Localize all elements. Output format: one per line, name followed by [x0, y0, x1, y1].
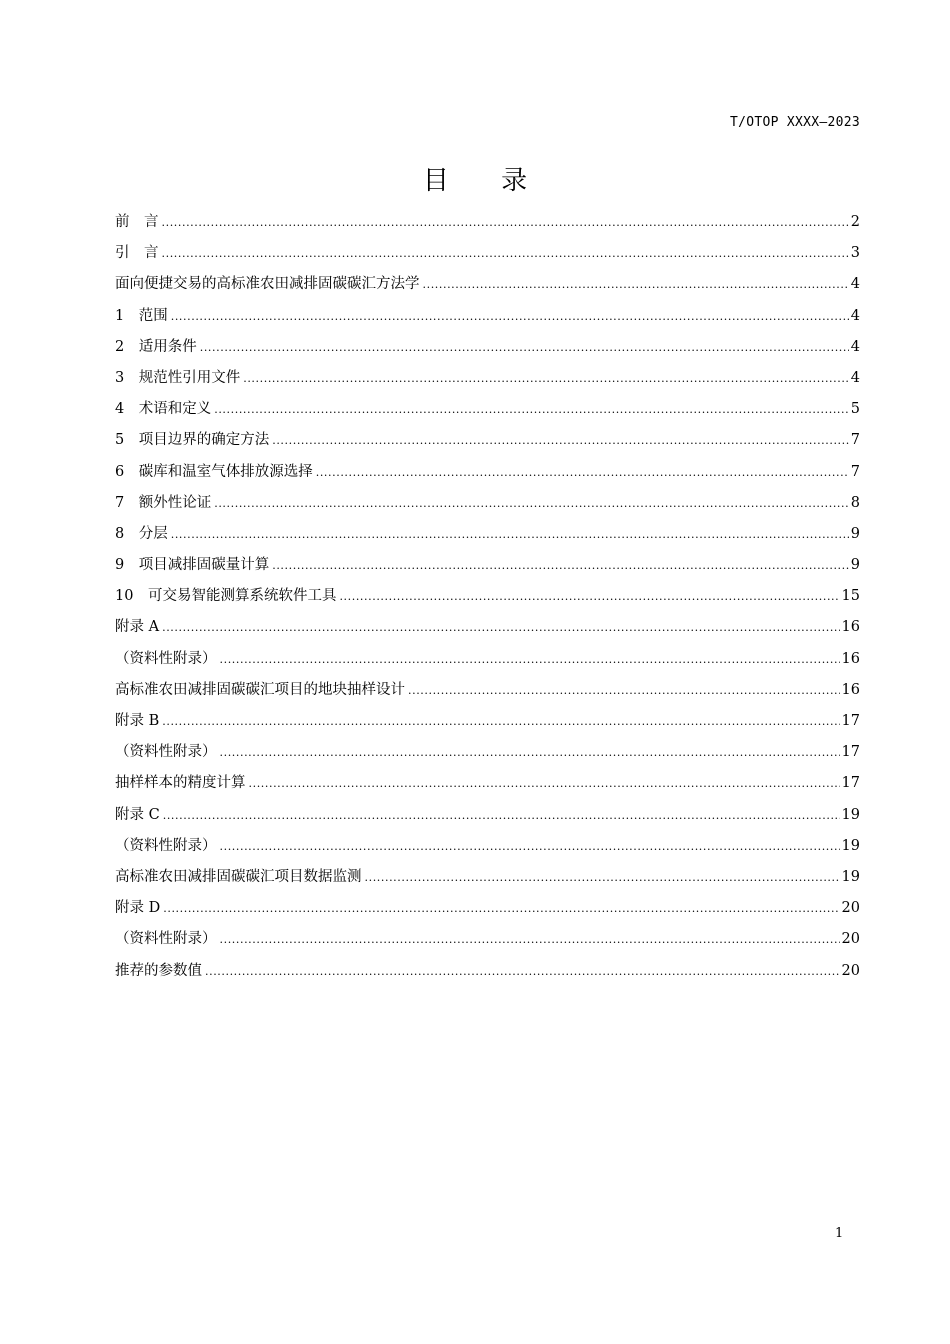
toc-entry-label: 附录 D: [115, 900, 161, 917]
toc-dot-leader: [365, 862, 840, 893]
toc-entry-page: 19: [841, 868, 860, 885]
toc-entry-label: 推荐的参数值: [115, 962, 202, 979]
toc-entry-label: 1 范围: [115, 307, 168, 324]
toc-entry-page: 17: [841, 713, 860, 729]
toc-entry[interactable]: [115, 550, 860, 581]
toc-dot-leader: [162, 612, 839, 643]
toc-dot-leader: [214, 488, 849, 519]
toc-dot-leader: [200, 332, 849, 363]
toc-entry-page: 4: [850, 338, 860, 355]
toc-dot-leader: [163, 800, 840, 831]
toc-entry-page: 16: [841, 619, 860, 636]
toc-entry[interactable]: [115, 363, 860, 394]
toc-entry-label: 抽样样本的精度计算: [115, 775, 246, 792]
toc-entry-label: 9 项目减排固碳量计算: [115, 557, 270, 574]
toc-entry-label: 附录 C: [115, 806, 160, 823]
toc-entry[interactable]: [115, 488, 860, 519]
toc-dot-leader: [171, 301, 849, 332]
toc-entry-label: 高标准农田减排固碳碳汇项目数据监测: [115, 868, 362, 885]
toc-dot-leader: [220, 644, 840, 675]
toc-entry-page: 19: [841, 806, 860, 823]
toc-entry-page: 20: [841, 931, 860, 948]
toc-entry-page: 5: [850, 401, 860, 418]
toc-entry[interactable]: [115, 924, 860, 955]
toc-entry[interactable]: [115, 956, 860, 987]
toc-entry[interactable]: [115, 207, 860, 238]
toc-entry[interactable]: [115, 612, 860, 643]
toc-entry[interactable]: [115, 831, 860, 862]
toc-entry-label: 前 言: [115, 214, 159, 230]
toc-entry[interactable]: [115, 737, 860, 768]
toc-entry-page: 17: [841, 775, 860, 792]
toc-entry-label: 附录 B: [115, 713, 160, 729]
toc-entry[interactable]: [115, 675, 860, 706]
toc-dot-leader: [162, 207, 849, 238]
toc-entry-page: 19: [841, 837, 860, 854]
toc-dot-leader: [339, 581, 839, 612]
toc-title: 目 录: [422, 166, 550, 196]
toc-entry[interactable]: [115, 457, 860, 488]
toc-entry-label: 引 言: [115, 245, 159, 262]
toc-entry-label: 3 规范性引用文件: [115, 369, 241, 386]
toc-dot-leader: [205, 956, 840, 987]
toc-entry-page: 15: [841, 588, 860, 605]
toc-entry-label: 4 术语和定义: [115, 401, 212, 418]
toc-entry-label: 附录 A: [115, 619, 160, 636]
toc-dot-leader: [214, 394, 849, 425]
toc-dot-leader: [272, 550, 849, 581]
toc-entry-page: 20: [841, 900, 860, 917]
toc-entry-label: 高标准农田减排固碳碳汇项目的地块抽样设计: [115, 681, 405, 698]
toc-entry[interactable]: [115, 332, 860, 363]
toc-dot-leader: [316, 457, 849, 488]
toc-entry[interactable]: [115, 644, 860, 675]
toc-entry-page: 4: [850, 369, 860, 386]
toc-entry-page: 16: [841, 650, 860, 667]
toc-entry[interactable]: [115, 301, 860, 332]
toc-entry-label: 8 分层: [115, 525, 168, 542]
toc-dot-leader: [162, 706, 839, 737]
page-number: 1: [835, 1226, 844, 1241]
toc-dot-leader: [220, 924, 840, 955]
toc-entry-page: 9: [850, 557, 860, 574]
document-code: T/OTOP XXXX—2023: [729, 115, 860, 130]
toc-entry-label: （资料性附录）: [115, 931, 217, 948]
toc-entry-page: 17: [841, 744, 860, 761]
toc-dot-leader: [408, 675, 840, 706]
toc-dot-leader: [272, 425, 849, 456]
toc-entry-page: 4: [850, 307, 860, 324]
toc-dot-leader: [220, 831, 840, 862]
toc-entry-page: 2: [850, 214, 860, 230]
toc-dot-leader: [220, 737, 840, 768]
toc-entry-page: 7: [850, 432, 860, 449]
toc-entry-page: 9: [850, 525, 860, 542]
toc-entry-label: 面向便捷交易的高标准农田减排固碳碳汇方法学: [115, 276, 420, 293]
toc-entry[interactable]: [115, 706, 860, 737]
toc-entry-label: 2 适用条件: [115, 338, 197, 355]
toc-entry-page: 16: [841, 681, 860, 698]
toc-dot-leader: [171, 519, 849, 550]
toc-entry[interactable]: [115, 800, 860, 831]
toc-dot-leader: [162, 238, 849, 269]
toc-entry[interactable]: [115, 893, 860, 924]
toc-entry[interactable]: [115, 425, 860, 456]
toc-entry[interactable]: [115, 862, 860, 893]
toc-dot-leader: [249, 768, 840, 799]
toc-dot-leader: [243, 363, 849, 394]
toc-entry-label: 5 项目边界的确定方法: [115, 432, 270, 449]
toc-entry-label: 6 碳库和温室气体排放源选择: [115, 463, 313, 480]
toc-entry[interactable]: [115, 519, 860, 550]
toc-dot-leader: [423, 269, 849, 300]
toc-entry-label: （资料性附录）: [115, 837, 217, 854]
toc-entry-label: （资料性附录）: [115, 744, 217, 761]
toc-entry[interactable]: [115, 238, 860, 269]
toc-entry-page: 8: [850, 494, 860, 511]
toc-dot-leader: [163, 893, 839, 924]
toc-entry-label: （资料性附录）: [115, 650, 217, 667]
toc-entry-label: 7 额外性论证: [115, 494, 212, 511]
toc-entry-page: 20: [841, 962, 860, 979]
toc-entry-page: 3: [850, 245, 860, 262]
toc-entry[interactable]: [115, 768, 860, 799]
toc-entry[interactable]: [115, 581, 860, 612]
toc-entry[interactable]: [115, 269, 860, 300]
toc-entry-label: 10 可交易智能测算系统软件工具: [115, 588, 337, 605]
toc-entry-page: 7: [850, 463, 860, 480]
toc-entry-page: 4: [850, 276, 860, 293]
toc-entry[interactable]: [115, 394, 860, 425]
table-of-contents: [115, 207, 860, 987]
